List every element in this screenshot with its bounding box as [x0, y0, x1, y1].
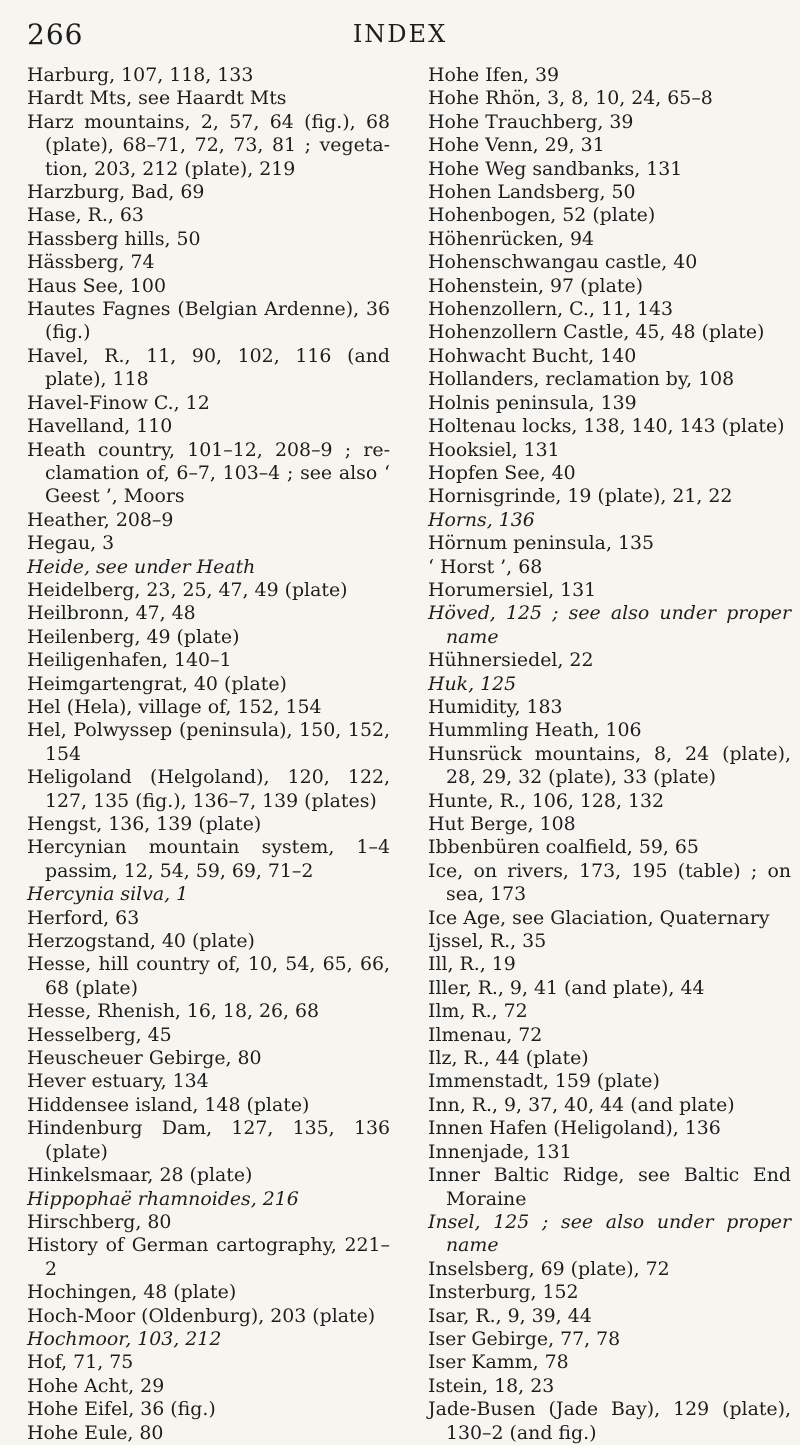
index-entry: Hunsrück mountains, 8, 24 (plate), 28, 29, 32 (plate), 33 (plate)	[428, 742, 791, 789]
index-entry: Holtenau locks, 138, 140, 143 (plate)	[428, 415, 785, 438]
index-entry: Havel, R., 11, 90, 102, 116 (and plate), 118	[27, 344, 390, 391]
index-entry: Heide, see under Heath	[27, 555, 256, 578]
index-entry: Hohe Eifel, 36 (fig.)	[27, 1398, 216, 1421]
index-entry: Hesse, hill country of, 10, 54, 65, 66, 68 (plate)	[27, 953, 390, 999]
index-entry: Huk, 125	[428, 672, 517, 695]
index-entry: Hegau, 3	[27, 532, 115, 555]
page-number: 266	[27, 18, 84, 51]
index-entry: Hiddensee island, 148 (plate)	[27, 1093, 310, 1116]
index-entry: Hohe Venn, 29, 31	[428, 134, 605, 157]
index-column-left	[27, 64, 390, 1445]
index-entry: Hautes Fagnes (Belgian Ardenne), 36 (fig.)	[27, 298, 390, 344]
index-entry: Iser Gebirge, 77, 78	[428, 1327, 621, 1350]
index-entry: Hel, Polwyssep (peninsula), 150, 152, 154	[27, 719, 390, 765]
index-entry: Hohen Landsberg, 50	[428, 181, 636, 204]
index-entry: Hollanders, reclamation by, 108	[428, 368, 735, 391]
index-entry: Heuscheuer Gebirge, 80	[27, 1047, 262, 1070]
index-entry: Horumersiel, 131	[428, 578, 597, 601]
index-entry: Heilenberg, 49 (plate)	[27, 625, 240, 648]
index-entry: Inselsberg, 69 (plate), 72	[428, 1257, 670, 1280]
index-entry: Hooksiel, 131	[428, 438, 560, 461]
index-entry: Hopfen See, 40	[428, 461, 576, 484]
index-entry: Immenstadt, 159 (plate)	[428, 1070, 660, 1093]
index-entry: Hesse, Rhenish, 16, 18, 26, 68	[27, 1000, 320, 1023]
index-column-right	[428, 64, 791, 1445]
index-entry: Hohenbogen, 52 (plate)	[428, 204, 656, 227]
index-entry: Harzburg, Bad, 69	[27, 181, 205, 204]
index-entry: Hoch-Moor (Oldenburg), 203 (plate)	[27, 1304, 376, 1327]
index-entry: Hohe Rhön, 3, 8, 10, 24, 65–8	[428, 87, 713, 110]
index-entry: Hohe Trauchberg, 39	[428, 110, 634, 133]
index-entry: Hassberg hills, 50	[27, 227, 201, 250]
index-entry: Ibbenbüren coalfield, 59, 65	[428, 836, 699, 859]
index-entry: Hohe Weg sandbanks, 131	[428, 157, 683, 180]
index-entry: Hardt Mts, see Haardt Mts	[27, 87, 287, 110]
index-entry: Havel-Finow C., 12	[27, 391, 210, 414]
index-entry: Herford, 63	[27, 906, 140, 929]
index-entry: Hesselberg, 45	[27, 1023, 172, 1046]
index-entry: Hut Berge, 108	[428, 813, 576, 835]
index-entry: Heidelberg, 23, 25, 47, 49 (plate)	[27, 578, 348, 601]
index-entry: Ilmenau, 72	[428, 1023, 543, 1046]
index-entry: Hochingen, 48 (plate)	[27, 1281, 237, 1304]
index-entry: Hohenstein, 97 (plate)	[428, 274, 643, 297]
index-entry: Harburg, 107, 118, 133	[27, 64, 254, 86]
index-entry: Hörnum peninsula, 135	[428, 532, 655, 555]
index-entry: Ill, R., 19	[428, 953, 516, 976]
index-entry: Hohenschwangau castle, 40	[428, 251, 698, 274]
index-entry: Isar, R., 9, 39, 44	[428, 1304, 592, 1327]
index-entry: Ilz, R., 44 (plate)	[428, 1047, 589, 1070]
index-entry: Hässberg, 74	[27, 251, 155, 274]
index-entry: Hohenzollern, C., 11, 143	[428, 298, 674, 321]
index-entry: Hohe Ifen, 39	[428, 64, 560, 86]
index-entry: Hohe Acht, 29	[27, 1374, 165, 1397]
index-entry: Hornisgrinde, 19 (plate), 21, 22	[428, 485, 733, 508]
index-entry: Humidity, 183	[428, 695, 563, 718]
index-entry: Heimgartengrat, 40 (plate)	[27, 672, 287, 695]
index-entry: Hohenzollern Castle, 45, 48 (plate)	[428, 321, 765, 344]
index-entry: Hohe Eule, 80	[27, 1421, 164, 1444]
index-entry: Hercynian mountain system, 1–4 passim, 12, 54, 59, 69, 71–2	[27, 836, 390, 882]
index-entry: Höhenrücken, 94	[428, 227, 594, 250]
index-entry: Hinkelsmaar, 28 (plate)	[27, 1164, 253, 1187]
index-entry: Hengst, 136, 139 (plate)	[27, 813, 262, 835]
index-entry: Hühnersiedel, 22	[428, 649, 594, 672]
index-entry: Insel, 125 ; see also under proper name	[428, 1210, 791, 1257]
index-entry: Innenjade, 131	[428, 1140, 572, 1163]
index-entry: History of German cartography, 221–2	[27, 1234, 390, 1280]
running-head-title: INDEX	[352, 20, 448, 48]
index-entry: Ice, on rivers, 173, 195 (table) ; on sea, 173	[428, 859, 791, 906]
index-entry: Jade-Busen (Jade Bay), 129 (plate), 130–2 (and fig.)	[428, 1398, 791, 1444]
index-entry: Inner Baltic Ridge, see Baltic End Moraine	[428, 1164, 791, 1210]
index-entry: Heilbronn, 47, 48	[27, 602, 196, 625]
index-entry: Hohwacht Bucht, 140	[428, 344, 637, 367]
index-entry: Hase, R., 63	[27, 204, 144, 227]
index-entry: Hel (Hela), village of, 152, 154	[27, 695, 322, 718]
index-entry: Harz mountains, 2, 57, 64 (fig.), 68 (plate), 68–71, 72, 73, 81 ; vegetation, 203, 212 (plate), 219	[27, 110, 390, 180]
index-entry: Hof, 71, 75	[27, 1351, 134, 1374]
index-entry: Horns, 136	[428, 508, 535, 531]
index-entry: Heath country, 101–12, 208–9 ; reclamation of, 6–7, 103–4 ; see also ‘ Geest ’, Moors	[27, 438, 390, 508]
index-entry: Hochmoor, 103, 212	[27, 1327, 222, 1350]
index-entry: Heiligenhafen, 140–1	[27, 649, 232, 672]
index-entry: ‘ Horst ’, 68	[428, 555, 543, 578]
index-entry: Haus See, 100	[27, 274, 166, 297]
index-entry: Hercynia silva, 1	[27, 883, 189, 906]
index-entry: Herzogstand, 40 (plate)	[27, 930, 255, 953]
index-entry: Havelland, 110	[27, 415, 173, 438]
index-entry: Hirschberg, 80	[27, 1210, 172, 1233]
index-entry: Innen Hafen (Heligoland), 136	[428, 1117, 721, 1140]
index-entry: Istein, 18, 23	[428, 1374, 555, 1397]
index-entry: Heather, 208–9	[27, 508, 174, 531]
index-entry: Hummling Heath, 106	[428, 719, 642, 742]
index-entry: Hindenburg Dam, 127, 135, 136 (plate)	[27, 1117, 390, 1163]
index-entry: Ice Age, see Glaciation, Quaternary	[428, 906, 770, 929]
index-entry: Holnis peninsula, 139	[428, 391, 637, 414]
index-entry: Hippophaë rhamnoides, 216	[27, 1187, 299, 1210]
index-entry: Iser Kamm, 78	[428, 1351, 569, 1374]
index-entry: Inn, R., 9, 37, 40, 44 (and plate)	[428, 1093, 735, 1116]
index-entry: Insterburg, 152	[428, 1281, 579, 1304]
index-entry: Ilm, R., 72	[428, 1000, 528, 1023]
index-entry: Hunte, R., 106, 128, 132	[428, 789, 665, 812]
index-entry: Ijssel, R., 35	[428, 930, 547, 953]
index-entry: Hever estuary, 134	[27, 1070, 209, 1093]
page-header	[27, 18, 773, 58]
index-entry: Höved, 125 ; see also under proper name	[428, 602, 791, 648]
index-entry: Iller, R., 9, 41 (and plate), 44	[428, 976, 705, 999]
index-entry: Heligoland (Helgoland), 120, 122, 127, 135 (fig.), 136–7, 139 (plates)	[27, 766, 390, 812]
